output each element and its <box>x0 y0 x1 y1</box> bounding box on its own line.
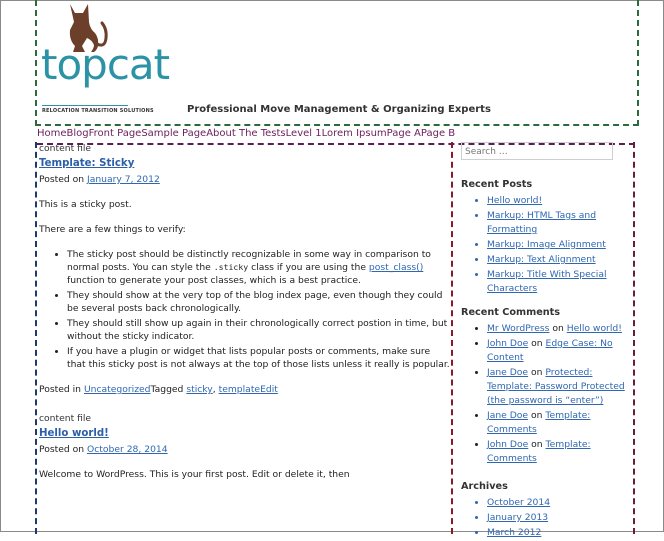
comment-post-link[interactable]: Template: Comments <box>487 439 591 464</box>
post-paragraph: There are a few things to verify: <box>39 224 186 235</box>
post-class-link[interactable]: post_class() <box>368 262 424 273</box>
nav-front-page[interactable]: Front Page <box>88 128 142 139</box>
nav-page-b[interactable]: Page B <box>420 128 456 139</box>
nav-page-a[interactable]: Page A <box>386 128 421 139</box>
list-item: • They should still show up again in their chronologically correct postion in time, but without the sticky indicator. <box>67 317 451 343</box>
archive-link[interactable]: • March 2012 <box>487 526 631 540</box>
edit-link[interactable]: Edit <box>260 384 278 395</box>
comment-item: • Jane Doe on Template: Comments <box>487 409 631 437</box>
search-input[interactable]: Search … <box>461 142 613 160</box>
list-item: • They should show at the very top of the blog index page, even though they could be several posts back chronologically. <box>67 289 451 315</box>
site-logo[interactable] <box>39 0 170 120</box>
recent-comments-widget <box>461 306 631 467</box>
widget-title: Recent Comments <box>461 307 561 318</box>
post-sticky <box>37 142 451 396</box>
comment-post-link[interactable]: Edge Case: No Content <box>487 338 613 363</box>
comment-item: • John Doe on Template: Comments <box>487 438 631 466</box>
comment-item: • Jane Doe on Protected: Template: Password Protected (the password is “enter”) <box>487 366 631 408</box>
comment-author-link[interactable]: Mr WordPress <box>487 323 550 334</box>
post-date-link[interactable]: October 28, 2014 <box>87 444 168 455</box>
post-hello-world <box>37 412 451 481</box>
nav-blog[interactable]: Blog <box>66 128 89 139</box>
recent-post-link[interactable]: • Markup: Image Alignment <box>487 238 631 252</box>
recent-posts-widget <box>461 178 631 297</box>
nav-about-tests[interactable]: About The Tests <box>206 128 286 139</box>
archives-widget <box>461 480 631 541</box>
recent-post-link[interactable]: • Markup: Title With Special Characters <box>487 268 631 296</box>
logo-divider <box>42 105 128 106</box>
recent-post-link[interactable]: • Markup: Text Alignment <box>487 253 631 267</box>
widget-title: Archives <box>461 481 508 492</box>
nav-home[interactable]: Home <box>37 128 67 139</box>
post-meta: Posted on October 28, 2014 <box>39 444 168 455</box>
tag-link[interactable]: template <box>218 384 261 395</box>
category-link[interactable]: Uncategorized <box>83 384 151 395</box>
comment-post-link[interactable]: Template: Comments <box>487 410 591 435</box>
recent-post-link[interactable]: • Hello world! <box>487 194 631 208</box>
tag-link[interactable]: sticky <box>186 384 213 395</box>
post-title[interactable]: Hello world! <box>39 428 109 439</box>
comment-author-link[interactable]: Jane Doe <box>487 367 529 378</box>
list-item: • The sticky post should be distinctly recognizable in some way in comparison to normal posts. You can style the .sticky class if you are using the post_class() function to generate your post classes, which is a best practice. <box>67 248 451 287</box>
content-file-label: content file <box>39 413 92 424</box>
comment-post-link[interactable]: Hello world! <box>566 323 622 334</box>
post-date-link[interactable]: January 7, 2012 <box>87 174 160 185</box>
comment-item: • John Doe on Edge Case: No Content <box>487 337 631 365</box>
site-description: Professional Move Management & Organizing Experts <box>187 104 491 115</box>
post-title[interactable]: Template: Sticky <box>39 158 135 169</box>
sidebar <box>455 142 635 538</box>
code-snippet: .sticky <box>213 262 249 272</box>
widget-title: Recent Posts <box>461 179 533 190</box>
nav-level-1[interactable]: Level 1 <box>285 128 322 139</box>
nav-lorem-ipsum[interactable]: Lorem Ipsum <box>321 128 387 139</box>
posted-on-label: Posted on <box>39 174 87 185</box>
list-item: • If you have a plugin or widget that lists popular posts or comments, make sure that this sticky post is not always at the top of those lists unless it really is popular. <box>67 345 451 371</box>
logo-wordmark: topcat <box>41 40 170 89</box>
recent-post-link[interactable]: • Markup: HTML Tags and Formatting <box>487 209 631 237</box>
site-header <box>35 0 639 126</box>
archive-link[interactable]: • January 2013 <box>487 511 631 525</box>
archive-link[interactable]: • October 2014 <box>487 496 631 510</box>
post-list <box>39 248 451 371</box>
nav-sample-page[interactable]: Sample Page <box>141 128 207 139</box>
comment-author-link[interactable]: Jane Doe <box>487 410 529 421</box>
entry-footer: Posted in UncategorizedTagged sticky, templateEdit <box>39 384 278 395</box>
post-meta <box>39 173 451 186</box>
comment-post-link[interactable]: Protected: Template: Password Protected (the password is “enter”) <box>487 367 625 406</box>
content-area <box>35 142 453 534</box>
comment-item: • Mr WordPress on Hello world! <box>487 322 631 336</box>
comment-author-link[interactable]: John Doe <box>487 338 529 349</box>
post-paragraph: This is a sticky post. <box>39 199 132 210</box>
logo-tagline: RELOCATION TRANSITION SOLUTIONS <box>42 108 154 114</box>
content-file-label: content file <box>39 143 92 154</box>
comment-author-link[interactable]: John Doe <box>487 439 529 450</box>
post-paragraph: Welcome to WordPress. This is your first post. Edit or delete it, then <box>39 469 350 480</box>
